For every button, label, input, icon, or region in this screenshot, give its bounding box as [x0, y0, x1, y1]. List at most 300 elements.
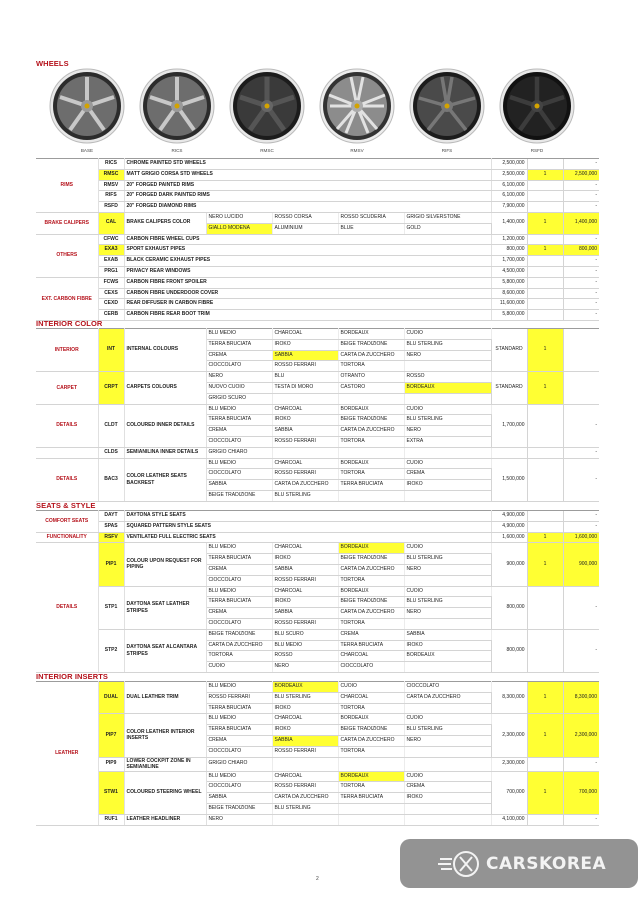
option-value: TERRA BRUCIATA — [206, 415, 272, 426]
option-code: CAL — [98, 212, 124, 234]
option-total: 1,400,000 — [563, 212, 599, 234]
option-description: CARBON FIBRE REAR BOOT TRIM — [124, 310, 491, 321]
option-qty — [527, 277, 563, 288]
wheel-label: RMSV — [350, 148, 364, 153]
option-code: EXAB — [98, 256, 124, 267]
wheel-label: RSFD — [530, 148, 544, 153]
option-value: ALUMINIUM — [272, 223, 338, 234]
option-value: BORDEAUX — [272, 682, 338, 693]
option-description: COLOURED STEERING WHEEL — [124, 771, 206, 814]
option-description: CARBON FIBRE UNDERDOOR COVER — [124, 288, 491, 299]
option-qty — [527, 757, 563, 771]
option-value: ROSSO — [272, 651, 338, 662]
table-row — [36, 757, 599, 771]
option-value: ROSSO FERRARI — [272, 746, 338, 757]
exterior-options-list — [36, 158, 599, 321]
option-description: DUAL LEATHER TRIM — [124, 682, 206, 714]
wheel-rmsc-icon — [224, 68, 310, 148]
option-description: COLOR LEATHER INTERIOR INSERTS — [124, 714, 206, 757]
option-value: CUOIO — [404, 714, 491, 725]
option-total: 8,300,000 — [563, 682, 599, 714]
option-value: BLU STERLING — [404, 415, 491, 426]
option-price: 8,300,000 — [491, 682, 527, 714]
carskorea-watermark — [400, 839, 638, 888]
option-value: TORTORA — [338, 469, 404, 480]
option-code: PIP9 — [98, 757, 124, 771]
interior-inserts-table — [36, 681, 599, 826]
option-value: BORDEAUX — [404, 382, 491, 393]
option-value: NERO — [272, 662, 338, 673]
option-code: STW1 — [98, 771, 124, 814]
option-total: - — [563, 629, 599, 672]
option-qty: 1 — [527, 245, 563, 256]
option-qty — [527, 629, 563, 672]
table-row — [36, 191, 599, 202]
section-title-interior-inserts: INTERIOR INSERTS — [36, 672, 109, 681]
option-value: BEIGE TRADIZIONE — [338, 554, 404, 565]
option-value: CREMA — [404, 469, 491, 480]
option-value: CARTA DA ZUCCHERO — [272, 480, 338, 491]
option-value — [404, 746, 491, 757]
option-price: 1,400,000 — [491, 212, 527, 234]
option-value: CHARCOAL — [272, 714, 338, 725]
option-value: CIOCCOLATO — [206, 782, 272, 793]
table-row — [36, 511, 599, 522]
option-value: BORDEAUX — [338, 543, 404, 554]
option-value: BLU STERLING — [272, 803, 338, 814]
option-qty — [527, 202, 563, 213]
option-qty — [527, 299, 563, 310]
option-description: CHROME PAINTED STD WHEELS — [124, 159, 491, 170]
option-value — [272, 757, 338, 771]
table-row — [36, 682, 599, 693]
option-qty: 1 — [527, 771, 563, 814]
option-value — [404, 757, 491, 771]
option-value — [404, 803, 491, 814]
option-value: BORDEAUX — [404, 651, 491, 662]
option-value: BLU STERLING — [272, 490, 338, 501]
option-value: NERO — [404, 426, 491, 437]
category-label: INTERIOR — [36, 329, 98, 372]
option-description: MATT GRIGIO CORSA STD WHEELS — [124, 169, 491, 180]
carskorea-logo-icon — [438, 847, 482, 879]
wheel-rics-icon — [134, 68, 220, 148]
option-description: COLOURED INNER DETAILS — [124, 404, 206, 447]
option-value: BEIGE TRADIZIONE — [338, 415, 404, 426]
option-total: - — [563, 234, 599, 245]
option-price: 5,800,000 — [491, 277, 527, 288]
option-qty — [527, 256, 563, 267]
option-value: CHARCOAL — [272, 458, 338, 469]
option-description: DAYTONA STYLE SEATS — [124, 511, 491, 522]
option-qty: 1 — [527, 714, 563, 757]
option-value: NERO — [206, 814, 272, 825]
option-value: CHARCOAL — [272, 586, 338, 597]
option-code: RSFD — [98, 202, 124, 213]
option-value: NERO LUCIDO — [206, 212, 272, 223]
wheel-image-base — [44, 68, 130, 158]
option-code: CEXS — [98, 288, 124, 299]
option-qty: 1 — [527, 532, 563, 543]
section-title-seats-style: SEATS & STYLE — [36, 501, 96, 510]
option-value: BORDEAUX — [338, 771, 404, 782]
option-price: 6,100,000 — [491, 191, 527, 202]
option-value: ROSSO FERRARI — [272, 782, 338, 793]
option-code: PIP7 — [98, 714, 124, 757]
option-value: BEIGE TRADIZIONE — [206, 490, 272, 501]
category-label: RIMS — [36, 159, 98, 213]
option-price: 800,000 — [491, 629, 527, 672]
option-qty — [527, 191, 563, 202]
wheel-label: BASE — [80, 148, 94, 153]
category-label: EXT. CARBON FIBRE — [36, 277, 98, 320]
option-qty: 1 — [527, 212, 563, 234]
option-value: CHARCOAL — [338, 692, 404, 703]
option-price: 1,700,000 — [491, 404, 527, 447]
option-value: BLU STERLING — [272, 692, 338, 703]
table-row — [36, 180, 599, 191]
option-code: CFWC — [98, 234, 124, 245]
option-price: 6,100,000 — [491, 180, 527, 191]
option-value: NERO — [404, 608, 491, 619]
option-total: 2,300,000 — [563, 714, 599, 757]
option-value: NERO — [404, 350, 491, 361]
option-value — [404, 618, 491, 629]
option-value: TERRA BRUCIATA — [338, 480, 404, 491]
category-label: DETAILS — [36, 458, 98, 501]
option-total: - — [563, 814, 599, 825]
option-price: 700,000 — [491, 771, 527, 814]
option-value: CARTA DA ZUCCHERO — [338, 350, 404, 361]
option-description: BRAKE CALIPERS COLOR — [124, 212, 206, 234]
option-price: 800,000 — [491, 245, 527, 256]
option-value: CREMA — [404, 782, 491, 793]
option-value: EXTRA — [404, 436, 491, 447]
option-value: BLU — [272, 372, 338, 383]
option-code: DUAL — [98, 682, 124, 714]
option-value: CARTA DA ZUCCHERO — [338, 426, 404, 437]
option-total: 2,500,000 — [563, 169, 599, 180]
option-value: CREMA — [206, 735, 272, 746]
option-description: DAYTONA SEAT ALCANTARA STRIPES — [124, 629, 206, 672]
table-row — [36, 212, 599, 223]
option-value: CIOCCOLATO — [206, 618, 272, 629]
option-description: 20" FORGED DARK PAINTED RIMS — [124, 191, 491, 202]
option-code: EXA3 — [98, 245, 124, 256]
option-code: INT — [98, 329, 124, 372]
option-value: CUOIO — [338, 682, 404, 693]
option-total: - — [563, 404, 599, 447]
option-value: TERRA BRUCIATA — [206, 725, 272, 736]
option-value: CREMA — [206, 564, 272, 575]
option-value: GRIGIO CHIARO — [206, 757, 272, 771]
table-row — [36, 169, 599, 180]
option-price: 1,200,000 — [491, 234, 527, 245]
table-row — [36, 586, 599, 597]
option-value — [272, 814, 338, 825]
option-total: - — [563, 277, 599, 288]
wheel-image-rsfd — [494, 68, 580, 158]
option-description: 20" FORGED PAINTED RIMS — [124, 180, 491, 191]
option-value — [404, 662, 491, 673]
option-value: TERRA BRUCIATA — [206, 703, 272, 714]
option-description: REAR DIFFUSER IN CARBON FIBRE — [124, 299, 491, 310]
option-value: IROKO — [272, 339, 338, 350]
option-value: TORTORA — [338, 361, 404, 372]
option-value — [338, 490, 404, 501]
option-price: 2,300,000 — [491, 714, 527, 757]
option-code: STP2 — [98, 629, 124, 672]
option-description: BLACK CERAMIC EXHAUST PIPES — [124, 256, 491, 267]
option-qty — [527, 266, 563, 277]
table-row — [36, 202, 599, 213]
option-value: GRIGIO SILVERSTONE — [404, 212, 491, 223]
option-value: CUOIO — [404, 771, 491, 782]
option-price: 1,500,000 — [491, 458, 527, 501]
option-value — [338, 814, 404, 825]
option-code: BAC3 — [98, 458, 124, 501]
option-value: SABBIA — [272, 735, 338, 746]
option-value: CHARCOAL — [338, 651, 404, 662]
option-price: 4,900,000 — [491, 511, 527, 522]
option-code: CLDT — [98, 404, 124, 447]
option-total: - — [563, 521, 599, 532]
option-total: 900,000 — [563, 543, 599, 586]
option-value: SABBIA — [206, 480, 272, 491]
option-value: TERRA BRUCIATA — [206, 554, 272, 565]
option-value: BLU MEDIO — [206, 714, 272, 725]
option-value: CIOCCOLATO — [206, 436, 272, 447]
table-row — [36, 771, 599, 782]
option-price: 11,600,000 — [491, 299, 527, 310]
option-value: BLU MEDIO — [272, 640, 338, 651]
option-value: TORTORA — [338, 782, 404, 793]
table-row — [36, 288, 599, 299]
table-row — [36, 245, 599, 256]
option-value: ROSSO FERRARI — [272, 618, 338, 629]
option-total: - — [563, 310, 599, 321]
option-value: TORTORA — [338, 746, 404, 757]
option-code: RUF1 — [98, 814, 124, 825]
watermark-text: CARSKOREA — [486, 854, 607, 874]
option-value: BLU MEDIO — [206, 329, 272, 340]
option-total: - — [563, 299, 599, 310]
option-value: SABBIA — [272, 564, 338, 575]
option-value: BLU MEDIO — [206, 458, 272, 469]
option-value: ROSSO FERRARI — [272, 469, 338, 480]
option-value: CUOIO — [404, 458, 491, 469]
option-value: CARTA DA ZUCCHERO — [404, 692, 491, 703]
option-total: - — [563, 586, 599, 629]
option-code: PIP1 — [98, 543, 124, 586]
option-description: LOWER COCKPIT ZONE IN SEMIANILINE — [124, 757, 206, 771]
option-description: CARPETS COLOURS — [124, 372, 206, 404]
category-label: DETAILS — [36, 404, 98, 447]
option-qty — [527, 458, 563, 501]
option-value: IROKO — [272, 597, 338, 608]
option-description: PRIVACY REAR WINDOWS — [124, 266, 491, 277]
option-price: 5,800,000 — [491, 310, 527, 321]
option-description: SPORT EXHAUST PIPES — [124, 245, 491, 256]
page-number: 2 — [316, 876, 319, 882]
option-total — [563, 329, 599, 372]
option-code: SPAS — [98, 521, 124, 532]
wheel-image-rics — [134, 68, 220, 158]
category-label: BRAKE CALIPERS — [36, 212, 98, 234]
wheel-label: RIFS — [441, 148, 453, 153]
option-code: DAYT — [98, 511, 124, 522]
option-total: - — [563, 266, 599, 277]
seats-style-table — [36, 510, 599, 673]
section-title-wheels: WHEELS — [36, 59, 69, 68]
option-description: SQUARED PATTERN STYLE SEATS — [124, 521, 491, 532]
option-value: TERRA BRUCIATA — [338, 793, 404, 804]
option-value: SABBIA — [272, 426, 338, 437]
option-value: IROKO — [404, 640, 491, 651]
option-price: STANDARD — [491, 372, 527, 404]
option-value: GRIGIO SCURO — [206, 393, 272, 404]
table-row — [36, 532, 599, 543]
category-label: CARPET — [36, 372, 98, 404]
category-label — [36, 447, 98, 458]
option-price — [491, 447, 527, 458]
option-price: STANDARD — [491, 329, 527, 372]
option-total: - — [563, 256, 599, 267]
option-qty — [527, 180, 563, 191]
section-title-interior-color: INTERIOR COLOR — [36, 319, 103, 328]
option-value: NERO — [404, 564, 491, 575]
option-value: CIOCCOLATO — [206, 469, 272, 480]
table-row — [36, 310, 599, 321]
option-value — [404, 393, 491, 404]
option-value: CIOCCOLATO — [206, 575, 272, 586]
option-qty: 1 — [527, 543, 563, 586]
option-value: TESTA DI MORO — [272, 382, 338, 393]
option-value: ROSSO CORSA — [272, 212, 338, 223]
option-code: CRPT — [98, 372, 124, 404]
option-value: CHARCOAL — [272, 771, 338, 782]
wheel-rmsv-icon — [314, 68, 400, 148]
option-value: CHARCOAL — [272, 329, 338, 340]
option-value: GIALLO MODENA — [206, 223, 272, 234]
option-value: TORTORA — [338, 436, 404, 447]
option-value: IROKO — [272, 554, 338, 565]
option-qty — [527, 521, 563, 532]
category-label: OTHERS — [36, 234, 98, 277]
option-value: BORDEAUX — [338, 404, 404, 415]
option-value: CHARCOAL — [272, 404, 338, 415]
option-qty — [527, 447, 563, 458]
table-row — [36, 159, 599, 170]
option-value: CHARCOAL — [272, 543, 338, 554]
option-value: TERRA BRUCIATA — [206, 597, 272, 608]
option-value: BLU MEDIO — [206, 543, 272, 554]
category-label: FUNCTIONALITY — [36, 532, 98, 543]
option-total: - — [563, 511, 599, 522]
option-price: 8,600,000 — [491, 288, 527, 299]
option-value: TERRA BRUCIATA — [338, 640, 404, 651]
option-qty — [527, 288, 563, 299]
category-label: COMFORT SEATS — [36, 511, 98, 533]
option-value: BORDEAUX — [338, 586, 404, 597]
option-code: CEXD — [98, 299, 124, 310]
option-value — [404, 490, 491, 501]
option-value: CREMA — [206, 426, 272, 437]
option-price: 4,500,000 — [491, 266, 527, 277]
option-value: CUOIO — [206, 662, 272, 673]
option-value: BLU STERLING — [404, 725, 491, 736]
option-value: BLU STERLING — [404, 597, 491, 608]
option-price: 2,300,000 — [491, 757, 527, 771]
option-price: 2,500,000 — [491, 169, 527, 180]
option-value: BEIGE TRADIZIONE — [338, 597, 404, 608]
option-value: IROKO — [272, 703, 338, 714]
option-value: ROSSO FERRARI — [272, 361, 338, 372]
option-value: BORDEAUX — [338, 329, 404, 340]
table-row — [36, 521, 599, 532]
option-value: BLU STERLING — [404, 339, 491, 350]
option-value — [404, 703, 491, 714]
table-row — [36, 447, 599, 458]
table-row — [36, 256, 599, 267]
option-value: BLU MEDIO — [206, 771, 272, 782]
option-total: - — [563, 159, 599, 170]
option-code: RMSV — [98, 180, 124, 191]
option-value — [272, 447, 338, 458]
option-code: FCWS — [98, 277, 124, 288]
table-row — [36, 814, 599, 825]
option-value: ROSSO FERRARI — [272, 436, 338, 447]
option-code: CERB — [98, 310, 124, 321]
table-row — [36, 543, 599, 554]
option-value: ROSSO FERRARI — [206, 692, 272, 703]
option-value: ROSSO SCUDERIA — [338, 212, 404, 223]
option-value: IROKO — [404, 480, 491, 491]
option-value: TORTORA — [206, 651, 272, 662]
option-description: COLOR LEATHER SEATS BACKREST — [124, 458, 206, 501]
option-price: 1,600,000 — [491, 532, 527, 543]
option-value — [338, 393, 404, 404]
option-value: GRIGIO CHIARO — [206, 447, 272, 458]
interior-color-table — [36, 328, 599, 502]
category-label: DETAILS — [36, 543, 98, 673]
option-total — [563, 372, 599, 404]
option-description: DAYTONA SEAT LEATHER STRIPES — [124, 586, 206, 629]
option-value: TORTORA — [338, 575, 404, 586]
option-total: - — [563, 757, 599, 771]
option-value: CUOIO — [404, 329, 491, 340]
option-code: RSFV — [98, 532, 124, 543]
wheel-image-rmsv — [314, 68, 400, 158]
option-price: 800,000 — [491, 586, 527, 629]
option-value: CREMA — [338, 629, 404, 640]
option-value: SABBIA — [272, 350, 338, 361]
option-value — [272, 393, 338, 404]
option-value: BEIGE TRADIZIONE — [206, 803, 272, 814]
option-qty — [527, 310, 563, 321]
option-value: CUOIO — [404, 586, 491, 597]
option-description: VENTILATED FULL ELECTRIC SEATS — [124, 532, 491, 543]
option-value — [404, 361, 491, 372]
option-description: LEATHER HEADLINER — [124, 814, 206, 825]
option-description: CARBON FIBRE FRONT SPOILER — [124, 277, 491, 288]
option-value: BORDEAUX — [338, 458, 404, 469]
table-row — [36, 234, 599, 245]
option-value — [404, 814, 491, 825]
option-value: CIOCCOLATO — [206, 361, 272, 372]
option-value: TORTORA — [338, 703, 404, 714]
option-total: - — [563, 191, 599, 202]
